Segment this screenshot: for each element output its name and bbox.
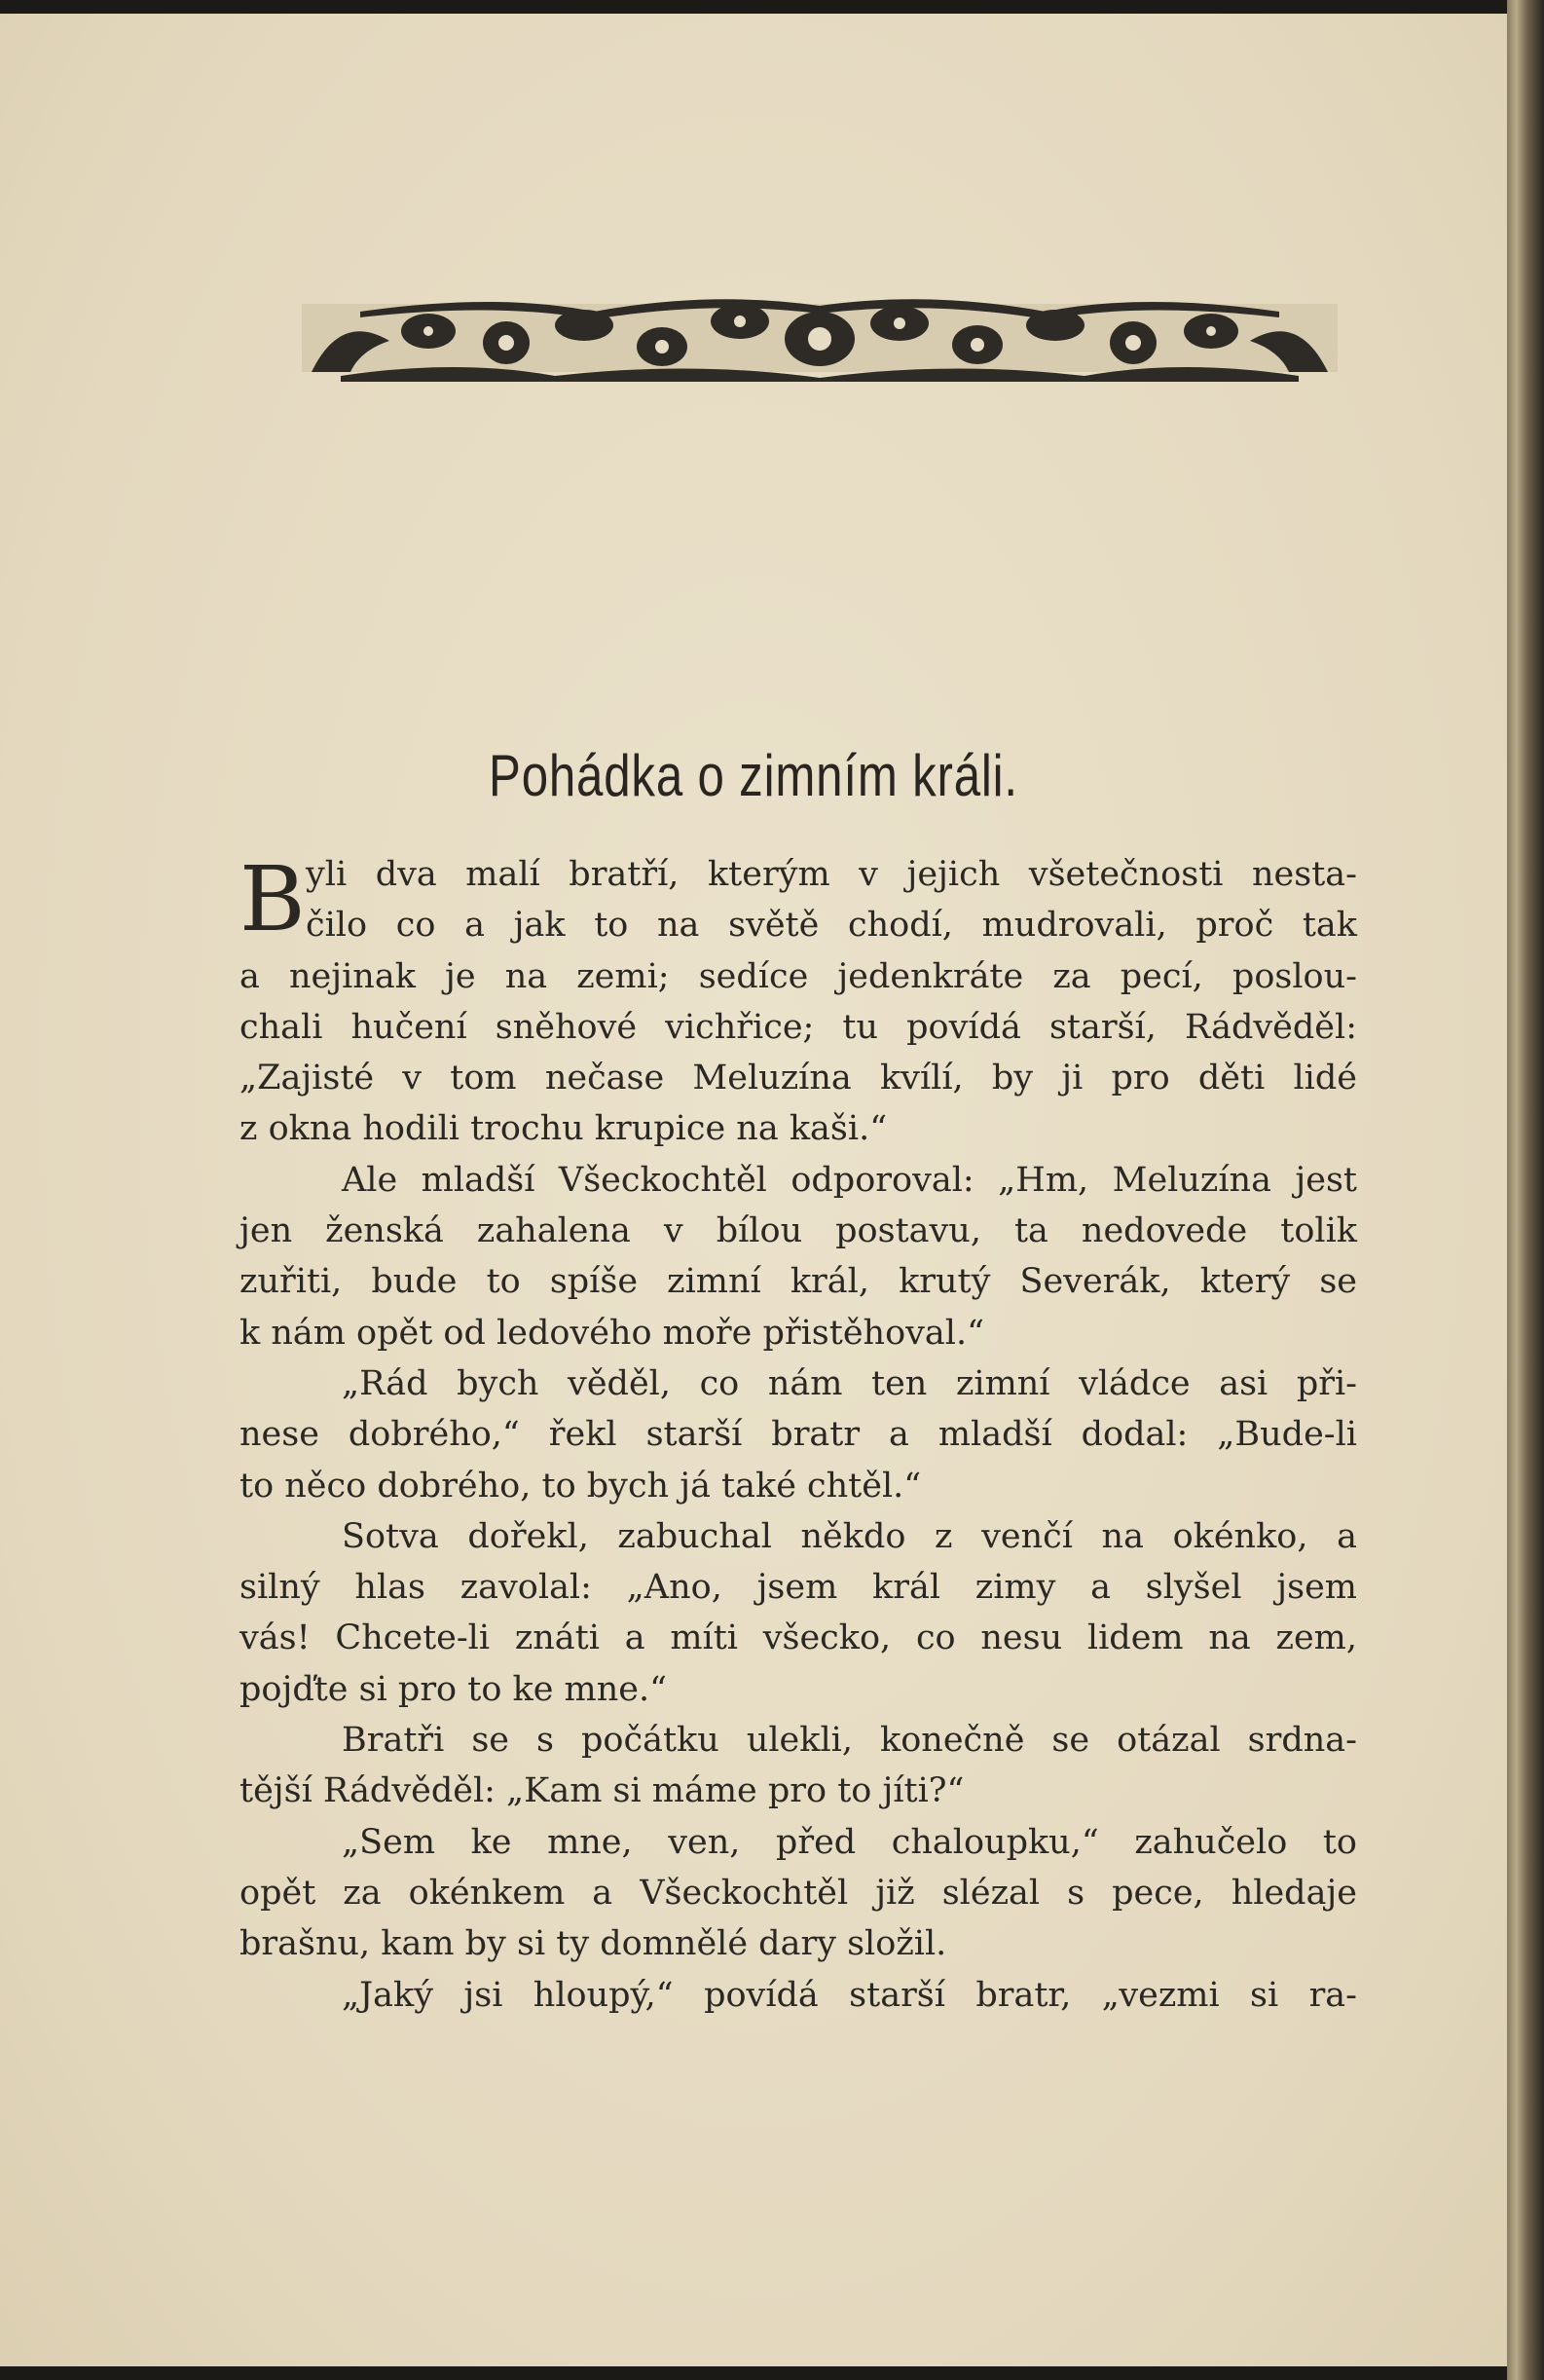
text-line: zuřiti, bude to spíše zimní král, krutý Severák, který se	[239, 1262, 1357, 1302]
text-line: pojďte si pro to ke mne.“	[239, 1669, 668, 1709]
text-line: „Sem ke mne, ven, před chaloupku,“ zahučelo to	[342, 1822, 1357, 1862]
text-line: yli dva malí bratří, kterým v jejich všetečnosti nesta-	[306, 855, 1357, 894]
text-line: k nám opět od ledového moře přistěhoval.“	[239, 1313, 985, 1353]
text-line: to něco dobrého, to bych já také chtěl.“	[239, 1466, 922, 1506]
text-line: chali hučení sněhové vichřice; tu povídá starší, Rádvěděl:	[239, 1007, 1357, 1047]
body-text	[239, 849, 1357, 2021]
text-line: vás! Chcete-li znáti a míti všecko, co nesu lidem na zem,	[239, 1618, 1357, 1658]
chapter-title: Pohádka o zimním králi.	[489, 743, 1018, 808]
text-line: Bratři se s počátku ulekli, konečně se otázal srdna-	[342, 1721, 1357, 1761]
text-line: Ale mladší Všeckochtěl odporoval: „Hm, Meluzína jest	[342, 1160, 1357, 1200]
text-line: brašnu, kam by si ty domnělé dary složil.	[239, 1924, 947, 1964]
text-line: a nejinak je na zemi; sedíce jedenkráte za pecí, poslou-	[239, 956, 1357, 996]
text-line: čilo co a jak to na světě chodí, mudrovali, proč tak	[306, 906, 1357, 946]
text-line: nese dobrého,“ řekl starší bratr a mladší dodal: „Bude-li	[239, 1415, 1357, 1455]
text-line: Sotva dořekl, zabuchal někdo z venčí na okénko, a	[342, 1516, 1357, 1556]
text-line: „Rád bych věděl, co nám ten zimní vládce asi při-	[342, 1363, 1357, 1403]
text-line: silný hlas zavolal: „Ano, jsem král zimy a slyšel jsem	[239, 1568, 1357, 1608]
floral-ornament-banner	[302, 282, 1338, 390]
text-line: jen ženská zahalena v bílou postavu, ta nedovede tolik	[239, 1211, 1357, 1251]
drop-cap: B	[239, 847, 306, 951]
text-line: z okna hodili trochu krupice na kaši.“	[239, 1109, 888, 1149]
text-line: „Zajisté v tom nečase Meluzína kvílí, by ji pro děti lidé	[239, 1059, 1357, 1098]
text-line: tější Rádvěděl: „Kam si máme pro to jíti?“	[239, 1771, 965, 1811]
text-line: opět za okénkem a Všeckochtěl již slézal s pece, hledaje	[239, 1873, 1357, 1913]
book-spine-edge	[1507, 0, 1544, 2380]
text-line: „Jaký jsi hloupý,“ povídá starší bratr, „vezmi si ra-	[342, 1975, 1357, 2015]
